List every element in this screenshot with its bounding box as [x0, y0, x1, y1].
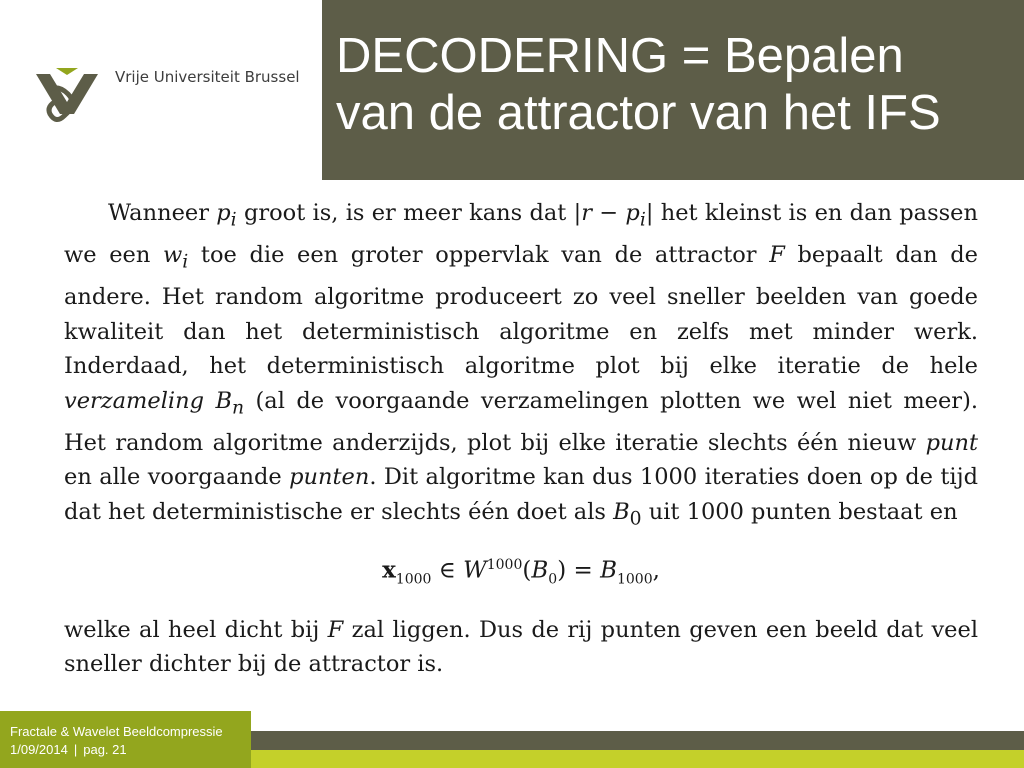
footer-page: pag. 21	[83, 742, 127, 757]
title-line-1: DECODERING = Bepalen	[336, 29, 904, 83]
title-box	[322, 0, 1024, 180]
slide-title	[336, 28, 941, 142]
footer-date-page	[10, 742, 127, 757]
paragraph-2: welke al heel dicht bij F zal liggen. Dus de rij punten geven een beeld dat veel sneller dichter bij de attractor is.	[64, 616, 979, 678]
footer-separator: |	[73, 742, 78, 757]
logo-area	[0, 0, 322, 180]
footer-stripe	[251, 750, 1024, 768]
formula: $x_{1000}$ ∈ $W^{1000}(B_0) = B_{1000}$,	[382, 556, 660, 587]
vub-logo-icon	[34, 66, 100, 126]
title-line-2: van de attractor van het IFS	[336, 86, 941, 140]
paragraph-1: Wanneer $p_i$ groot is, is er meer kans dat $|r - p_i|$ het kleinst is en dan passen we een $w_i$ toe die een groter oppervlak van de attractor F bepaalt dan de andere. Het random algoritme produceert zo veel sneller beelden van goede kwaliteit dan het deterministisch algoritme en zelfs met minder werk. Inderdaad, het deterministisch algoritme plot bij elke iteratie de hele verzameling $B_n$ (al de voorgaande verzamelingen plotten we wel niet meer). Het random algoritme anderzijds, plot bij elke iteratie slechts één nieuw punt en alle voorgaande punten. Dit algoritme kan dus 1000 iteraties doen op de tijd dat het deterministische er slechts één doet als $B_0$ uit 1000 punten bestaat en	[64, 200, 978, 529]
footer-course: Fractale & Wavelet Beeldcompressie	[10, 724, 223, 739]
footer-date: 1/09/2014	[10, 742, 68, 757]
slide-body	[64, 196, 978, 682]
logo-text: Vrije Universiteit Brussel	[115, 68, 300, 86]
footer-bar	[251, 731, 1024, 750]
footer-label	[0, 711, 251, 768]
